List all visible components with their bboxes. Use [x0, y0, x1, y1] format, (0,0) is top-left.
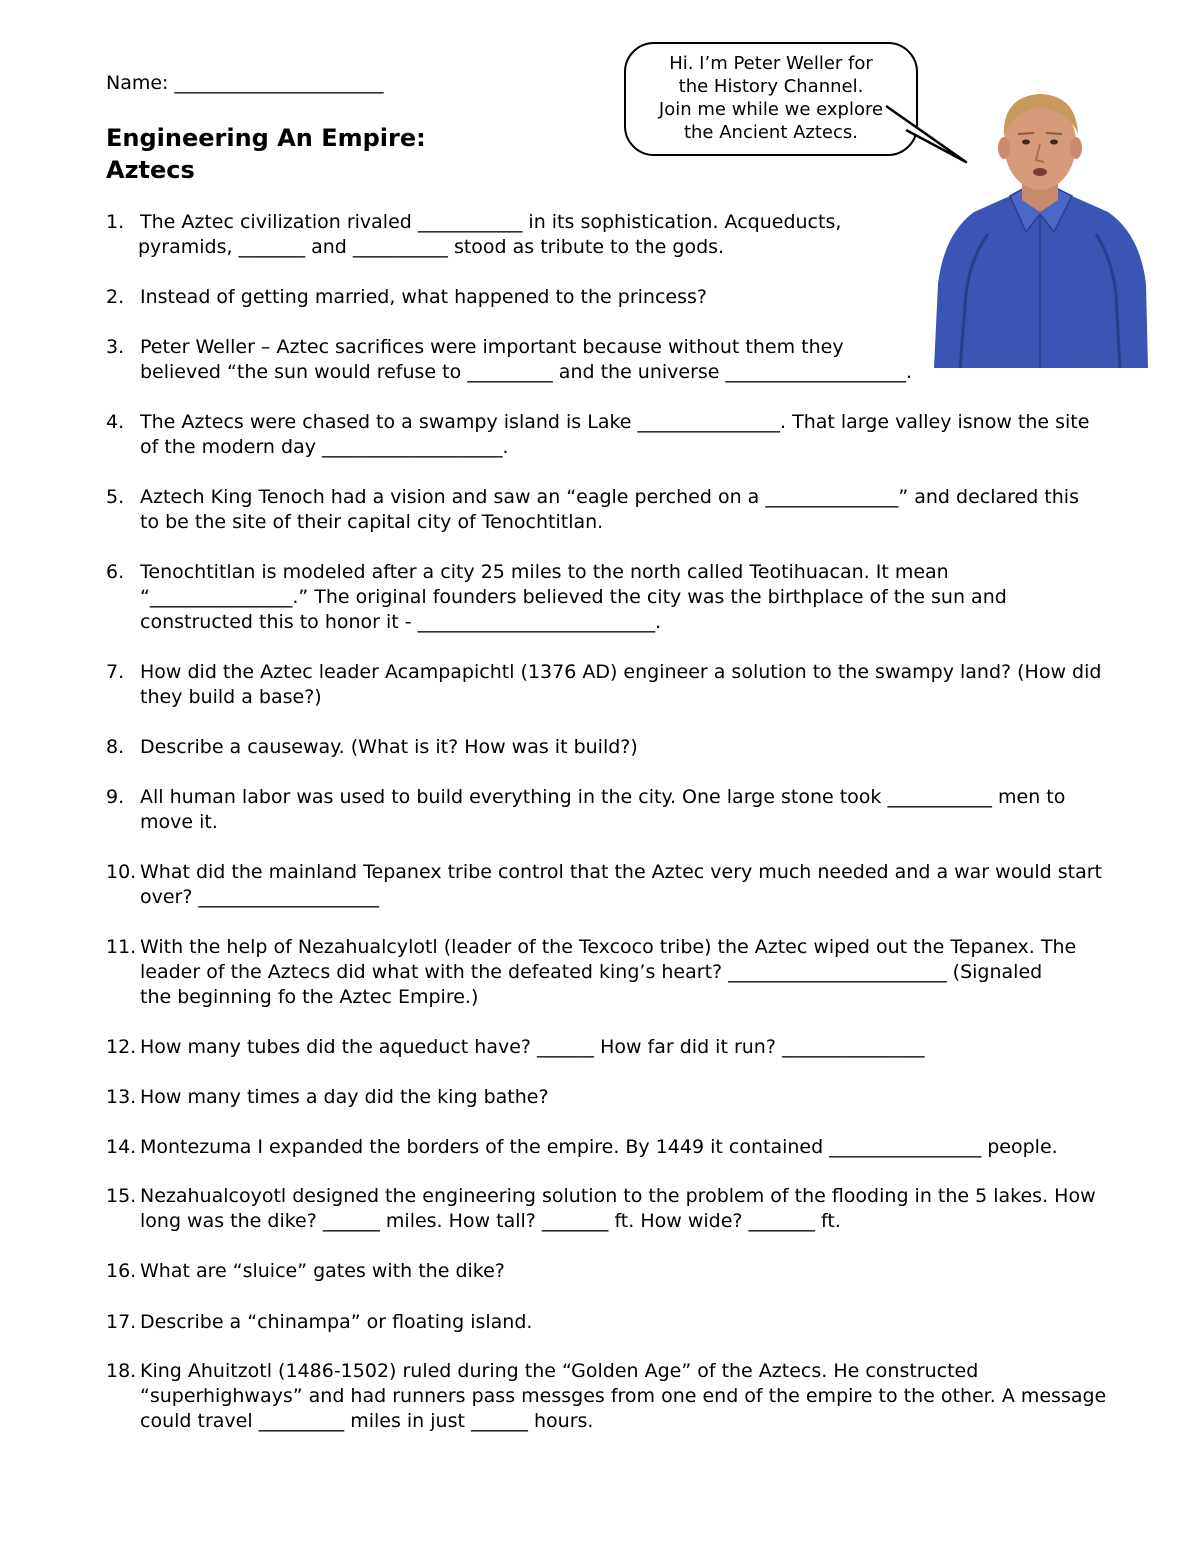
question-number: 15.: [106, 1185, 137, 1207]
question-item: [106, 860, 1136, 910]
question-text: With the help of Nezahualcylotl (leader of the Texcoco tribe) the Aztec wiped out the Tepanex. The: [140, 936, 1077, 958]
bubble-line: the History Channel.: [678, 76, 864, 97]
question-text: Aztech King Tenoch had a vision and saw an “eagle perched on a ______________” and declared this: [140, 486, 1079, 508]
question-number: 18.: [106, 1360, 137, 1382]
title-line-2: Aztecs: [106, 156, 195, 184]
question-text: believed “the sun would refuse to _________ and the universe ___________________.: [140, 361, 913, 383]
question-text: to be the site of their capital city of Tenochtitlan.: [140, 511, 604, 533]
question-number: 1.: [106, 211, 125, 233]
question-number: 8.: [106, 736, 125, 758]
question-text: Peter Weller – Aztec sacrifices were important because without them they: [140, 336, 844, 358]
question-number: 5.: [106, 486, 125, 508]
question-text: could travel _________ miles in just ______ hours.: [140, 1410, 594, 1432]
question-number: 11.: [106, 936, 137, 958]
speech-bubble: [624, 42, 918, 156]
question-number: 13.: [106, 1086, 137, 1108]
title-line-1: Engineering An Empire:: [106, 124, 426, 152]
question-item: [106, 1035, 1136, 1060]
question-item: [106, 410, 1136, 460]
question-item: [106, 1310, 1136, 1335]
question-text: “_______________.” The original founders believed the city was the birthplace of the sun and: [140, 586, 1007, 608]
question-text: The Aztec civilization rivaled ___________ in its sophistication. Acqueducts,: [140, 211, 842, 233]
question-number: 16.: [106, 1260, 137, 1282]
question-text: How did the Aztec leader Acampapichtl (1376 AD) engineer a solution to the swampy land? (How did: [140, 661, 1102, 683]
question-number: 17.: [106, 1311, 137, 1333]
question-text: Nezahualcoyotl designed the engineering solution to the problem of the flooding in the 5 lakes. How: [140, 1185, 1096, 1207]
question-number: 9.: [106, 786, 125, 808]
question-number: 4.: [106, 411, 125, 433]
question-number: 10.: [106, 861, 137, 883]
question-item: [106, 485, 1136, 535]
question-text: Instead of getting married, what happened to the princess?: [140, 286, 707, 308]
name-field-label: Name: ______________________: [106, 72, 384, 94]
question-text: of the modern day ___________________.: [140, 436, 509, 458]
question-item: [106, 210, 1136, 260]
question-item: [106, 660, 1136, 710]
question-text: Describe a “chinampa” or floating island.: [140, 1311, 533, 1333]
question-text: “superhighways” and had runners pass messges from one end of the empire to the other. A message: [140, 1385, 1107, 1407]
question-item: [106, 735, 1136, 760]
question-text: pyramids, _______ and __________ stood as tribute to the gods.: [138, 236, 725, 258]
question-item: [106, 560, 1136, 635]
question-item: [106, 1135, 1136, 1160]
question-text: over? ___________________: [140, 886, 379, 908]
question-text: How many times a day did the king bathe?: [140, 1086, 549, 1108]
question-text: constructed this to honor it - _________________________.: [140, 611, 662, 633]
question-item: [106, 1359, 1136, 1434]
question-text: move it.: [140, 811, 218, 833]
bubble-line: Join me while we explore: [658, 99, 884, 120]
question-text: leader of the Aztecs did what with the defeated king’s heart? _______________________ (Signaled: [140, 961, 1043, 983]
question-number: 6.: [106, 561, 125, 583]
question-text: Describe a causeway. (What is it? How was it build?): [140, 736, 638, 758]
question-text: Tenochtitlan is modeled after a city 25 miles to the north called Teotihuacan. It mean: [140, 561, 949, 583]
question-text: long was the dike? ______ miles. How tall? _______ ft. How wide? _______ ft.: [140, 1210, 841, 1232]
question-item: [106, 1259, 1136, 1284]
bubble-line: the Ancient Aztecs.: [683, 122, 859, 143]
question-number: 12.: [106, 1036, 137, 1058]
question-text: What are “sluice” gates with the dike?: [140, 1260, 505, 1282]
question-item: [106, 1184, 1136, 1234]
question-item: [106, 285, 1136, 310]
question-item: [106, 935, 1136, 1010]
question-number: 7.: [106, 661, 125, 683]
question-text: How many tubes did the aqueduct have? ______ How far did it run? _______________: [140, 1036, 925, 1058]
worksheet-title: [106, 122, 426, 186]
question-item: [106, 785, 1136, 835]
question-item: [106, 335, 1136, 385]
question-item: [106, 1085, 1136, 1110]
question-text: the beginning fo the Aztec Empire.): [140, 986, 479, 1008]
question-number: 14.: [106, 1136, 137, 1158]
question-text: King Ahuitzotl (1486-1502) ruled during the “Golden Age” of the Aztecs. He constructed: [140, 1360, 979, 1382]
question-text: they build a base?): [140, 686, 322, 708]
question-number: 2.: [106, 286, 125, 308]
question-text: The Aztecs were chased to a swampy island is Lake _______________. That large valley isnow the site: [140, 411, 1090, 433]
question-number: 3.: [106, 336, 125, 358]
question-text: All human labor was used to build everything in the city. One large stone took ___________ men to: [140, 786, 1066, 808]
bubble-line: Hi. I’m Peter Weller for: [669, 53, 873, 74]
question-text: Montezuma I expanded the borders of the empire. By 1449 it contained ________________ people.: [140, 1136, 1058, 1158]
question-text: What did the mainland Tepanex tribe control that the Aztec very much needed and a war would start: [140, 861, 1102, 883]
